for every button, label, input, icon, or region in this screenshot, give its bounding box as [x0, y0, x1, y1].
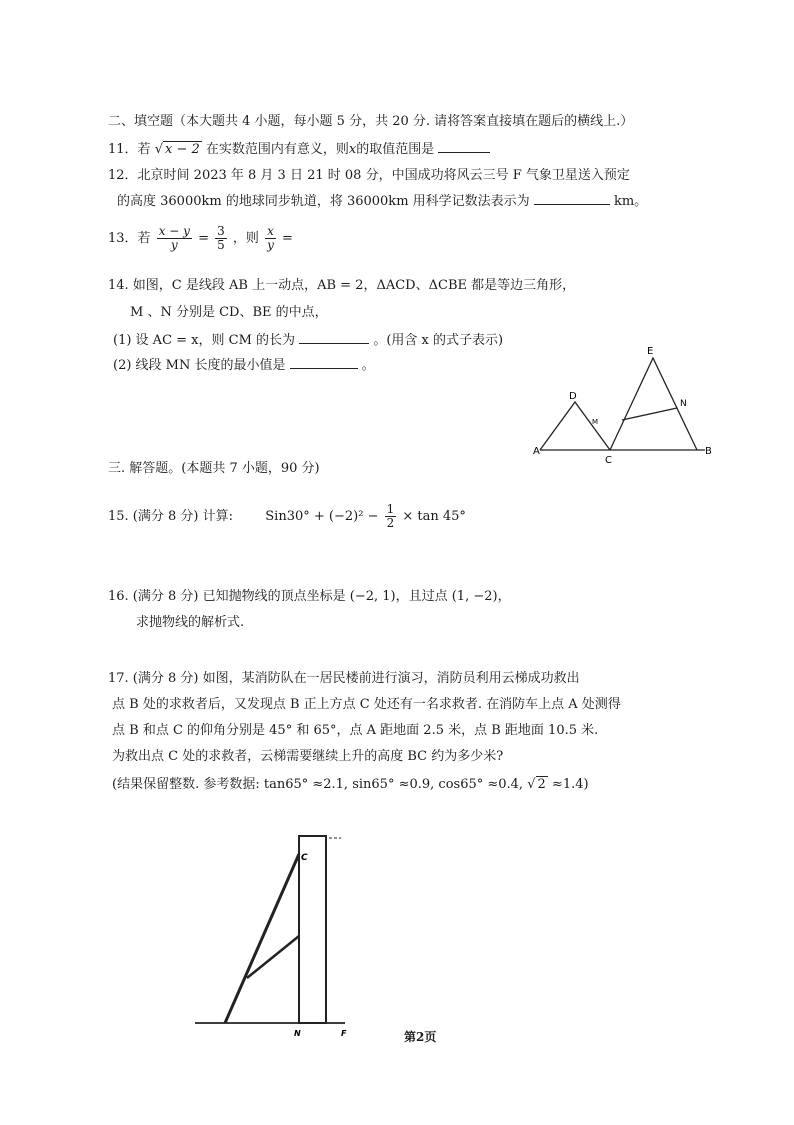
- answer-blank-11: [438, 140, 490, 153]
- question-17-line2: 点 B 处的求救者后，又发现点 B 正上方点 C 处还有一名求救者. 在消防车上点 A 处测得: [112, 697, 621, 712]
- answer-blank-14-2: [290, 356, 358, 369]
- question-17-line5: (结果保留整数. 参考数据: tan65° ≈2.1, sin65° ≈0.9, cos65° ≈0.4, √ 2 ≈1.4): [112, 777, 589, 792]
- question-17-line4: 为救出点 C 处的求救者，云梯需要继续上升的高度 BC 约为多少米?: [112, 749, 504, 764]
- question-14-line2: M 、N 分别是 CD、BE 的中点，: [130, 305, 328, 320]
- label-d: D: [569, 391, 577, 402]
- radicand: x − 2: [165, 142, 200, 157]
- triangle-acd: [540, 402, 610, 450]
- label-b: B: [705, 446, 712, 457]
- question-14-part2: (2) 线段 MN 长度的最小值是 。: [113, 358, 375, 373]
- building: [299, 836, 326, 1023]
- section3-heading: 三. 解答题。(本题共 7 小题，90 分): [108, 461, 320, 476]
- answer-blank-14-1: [299, 331, 369, 344]
- label-m: M: [592, 418, 599, 426]
- question-12-line2: 的高度 36000km 的地球同步轨道，将 36000km 用科学记数法表示为 km。: [117, 194, 648, 209]
- question-12-line1: 12．北京时间 2023 年 8 月 3 日 21 时 08 分，中国成功将风云三号 F 气象卫星送入预定: [108, 168, 630, 183]
- section2-heading: 二、填空题（本大题共 4 小题，每小题 5 分，共 20 分. 请将答案直接填在题后的横线上.）: [108, 114, 634, 129]
- answer-blank-12: [534, 192, 610, 205]
- question-17-line1: 17. (满分 8 分) 如图，某消防队在一居民楼前进行演习，消防员利用云梯成功救出: [108, 671, 580, 686]
- label-f-17: F: [341, 1029, 347, 1038]
- label-a: A: [533, 446, 540, 457]
- page-number: 第2页: [404, 1030, 437, 1044]
- triangle-figure-14: [525, 340, 725, 470]
- question-11: 11．若 √ x − 2 在实数范围内有意义，则x的取值范围是: [108, 140, 490, 159]
- question-17-line3: 点 B 和点 C 的仰角分别是 45° 和 65°，点 A 距地面 2.5 米，点 B 距地面 10.5 米.: [112, 723, 599, 738]
- segment-mn: [622, 408, 677, 420]
- question-15: 15. (满分 8 分) 计算: Sin30° + (−2)² − $\frac{1}{2}$ × tan 45°: [108, 502, 466, 530]
- question-14-line1: 14. 如图，C 是线段 AB 上一动点，AB = 2，ΔACD、ΔCBE 都是等边三角形，: [108, 278, 576, 293]
- label-c-17: C: [301, 853, 308, 863]
- label-c: C: [605, 455, 612, 466]
- label-n-17: N: [294, 1029, 301, 1038]
- question-16-line1: 16. (满分 8 分) 已知抛物线的顶点坐标是 (−2, 1)，且过点 (1, −2)，: [108, 589, 511, 604]
- question-14-part1: (1) 设 AC = x，则 CM 的长为 。(用含 x 的式子表示): [113, 333, 504, 348]
- question-13: 13．若 $\frac{x - y}{y}$ = $\frac{3}{5}$ ，则 $\frac{x}{y}$ =: [108, 224, 293, 252]
- label-n: N: [680, 399, 687, 409]
- ladder-ac: [225, 854, 299, 1023]
- label-e: E: [647, 346, 654, 357]
- question-16-line2: 求抛物线的解析式.: [136, 615, 245, 630]
- fire-ladder-figure-17: [195, 830, 375, 1040]
